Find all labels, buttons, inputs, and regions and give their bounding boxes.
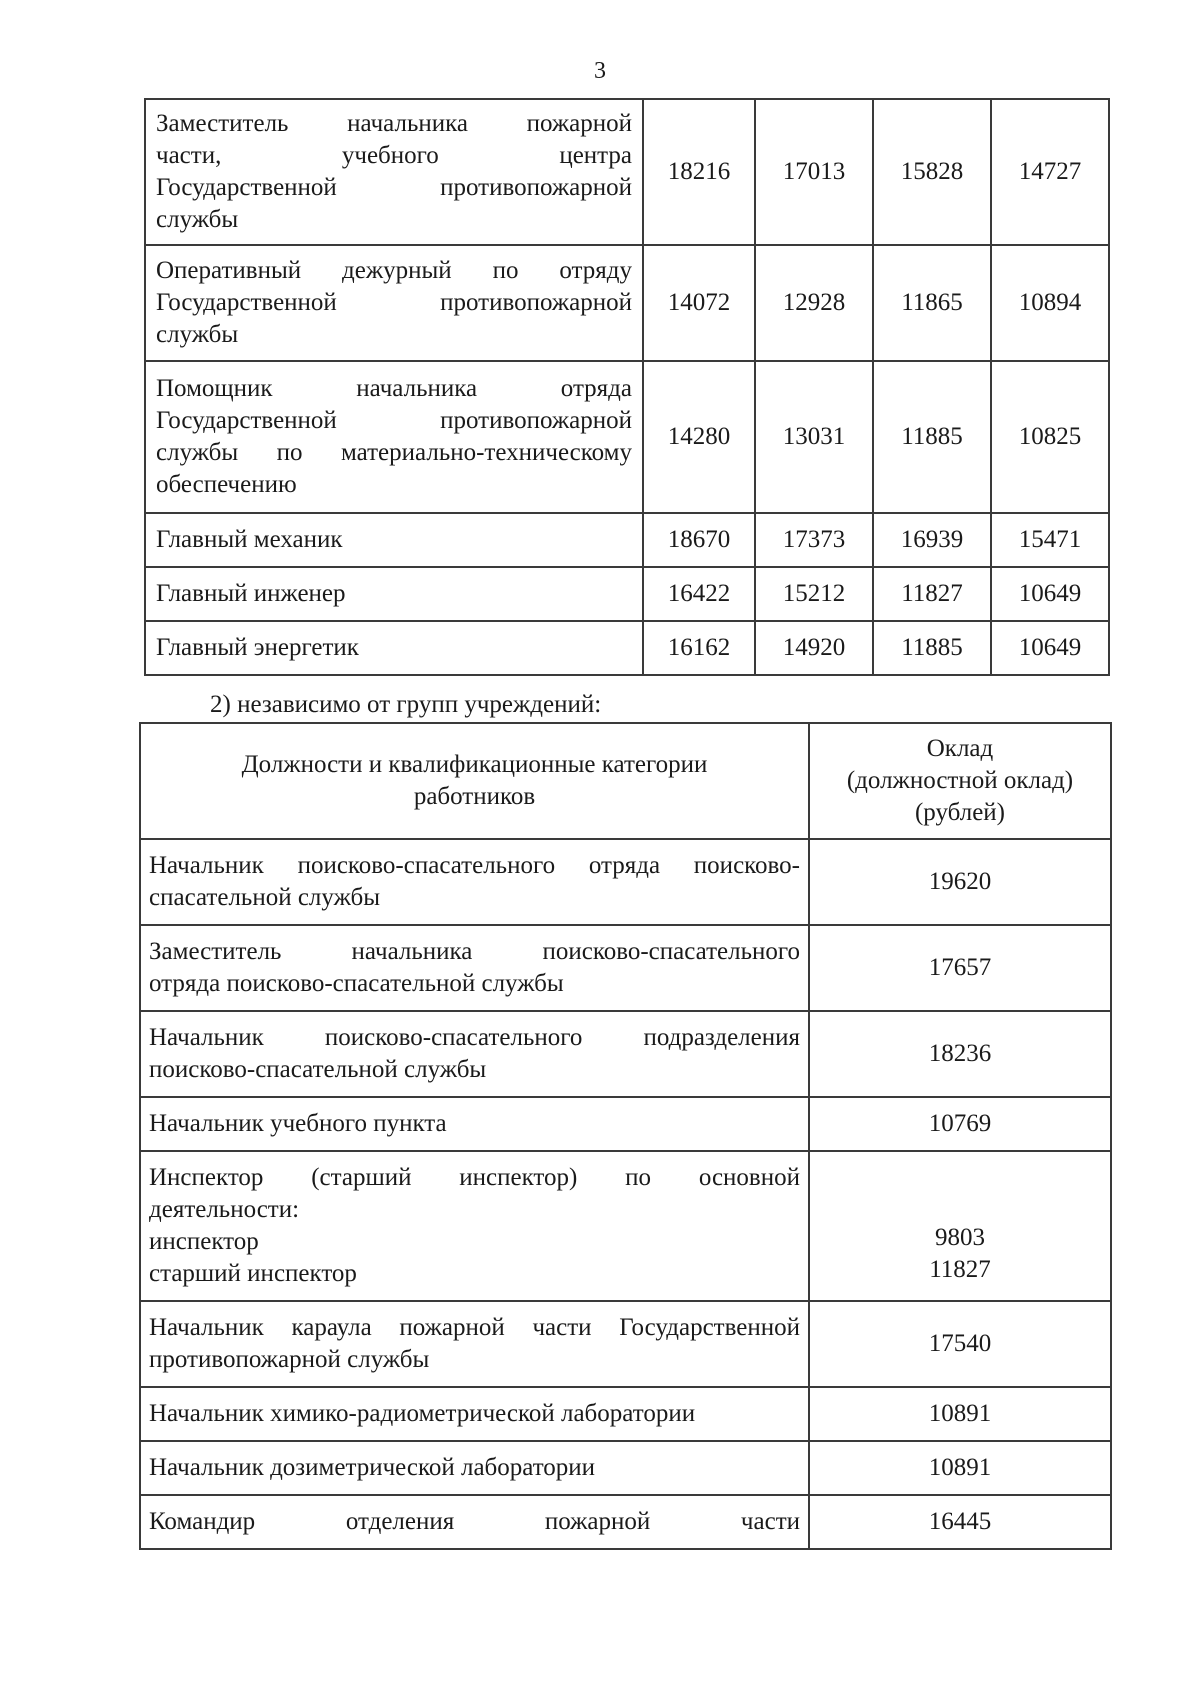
- table-row: [145, 567, 1109, 621]
- salary-value: 13031: [755, 361, 873, 513]
- column-header-positions: [140, 723, 809, 839]
- position-name-line: Начальник поисково-спасательного отряда поисково-: [149, 852, 800, 879]
- position-name-line: деятельности:: [149, 1196, 300, 1223]
- salary-value: 11885: [873, 361, 991, 513]
- table-row: [140, 1301, 1111, 1387]
- position-name-cell: [145, 245, 643, 361]
- salary-value: 12928: [755, 245, 873, 361]
- salary-value: 11827: [929, 1256, 991, 1283]
- salary-value: 11827: [873, 567, 991, 621]
- salary-value: 15212: [755, 567, 873, 621]
- salary-value: 14727: [991, 99, 1109, 245]
- salary-value: 14072: [643, 245, 755, 361]
- salary-value: 19620: [809, 839, 1111, 925]
- header-line: работников: [413, 783, 536, 810]
- position-name-cell: [145, 513, 643, 567]
- page-number: 3: [594, 58, 606, 84]
- salary-value-group: [809, 1151, 1111, 1301]
- position-name-line: Помощник начальника отряда: [156, 375, 632, 402]
- position-name-cell: [140, 1011, 809, 1097]
- salary-value: 16422: [643, 567, 755, 621]
- position-name-line: Заместитель начальника пожарной: [156, 110, 632, 137]
- position-name-cell: [140, 925, 809, 1011]
- position-name-line: Командир отделения пожарной части: [149, 1508, 800, 1535]
- table-header-row: [140, 723, 1111, 839]
- position-name-line: службы: [156, 206, 239, 233]
- position-name-line: Главный энергетик: [156, 634, 359, 661]
- salary-value: 17013: [755, 99, 873, 245]
- position-name-line: спасательной службы: [149, 884, 381, 911]
- position-name-line: службы по материально-техническому: [156, 439, 632, 466]
- position-name-cell: [140, 1441, 809, 1495]
- column-header-salary: [809, 723, 1111, 839]
- salary-table-by-group: [144, 98, 1110, 676]
- header-line: (рублей): [914, 799, 1006, 826]
- position-name-line: службы: [156, 321, 239, 348]
- salary-value: 11865: [873, 245, 991, 361]
- salary-value: 14920: [755, 621, 873, 675]
- position-name-cell: [140, 1301, 809, 1387]
- table-row: [140, 1387, 1111, 1441]
- position-name-cell: [140, 839, 809, 925]
- salary-value: 15828: [873, 99, 991, 245]
- table-row: [140, 1011, 1111, 1097]
- position-name-cell: [145, 99, 643, 245]
- position-name-line: Заместитель начальника поисково-спасательного: [149, 938, 800, 965]
- header-line: Оклад: [926, 735, 994, 762]
- position-name-line: Начальник караула пожарной части Государственной: [149, 1314, 800, 1341]
- salary-value: 9803: [935, 1224, 985, 1251]
- salary-value: 14280: [643, 361, 755, 513]
- position-name-line: Начальник дозиметрической лаборатории: [149, 1454, 596, 1481]
- table-row: [140, 839, 1111, 925]
- section-heading: 2) независимо от групп учреждений:: [210, 691, 602, 718]
- salary-value: 17540: [809, 1301, 1111, 1387]
- position-name-cell: [140, 1387, 809, 1441]
- position-name-line: отряда поисково-спасательной службы: [149, 970, 564, 997]
- table-row: [145, 99, 1109, 245]
- salary-value: 10649: [991, 567, 1109, 621]
- salary-value: 16445: [809, 1495, 1111, 1549]
- salary-value: 11885: [873, 621, 991, 675]
- table-row: [145, 361, 1109, 513]
- position-name-line: Оперативный дежурный по отряду: [156, 257, 632, 284]
- table-row: [145, 245, 1109, 361]
- position-name-line: Начальник поисково-спасательного подразделения: [149, 1024, 800, 1051]
- salary-value: 18670: [643, 513, 755, 567]
- salary-value: 17657: [809, 925, 1111, 1011]
- table-row: [145, 621, 1109, 675]
- position-name-line: Главный механик: [156, 526, 343, 553]
- salary-value: 10649: [991, 621, 1109, 675]
- table-row: [140, 1441, 1111, 1495]
- table-row: [140, 1151, 1111, 1301]
- position-name-cell: [140, 1495, 809, 1549]
- salary-value: 10891: [809, 1387, 1111, 1441]
- position-name-cell: [145, 361, 643, 513]
- sub-position-label: инспектор: [149, 1228, 259, 1255]
- position-name-line: обеспечению: [156, 471, 297, 498]
- position-name-cell: [145, 621, 643, 675]
- salary-value: 10825: [991, 361, 1109, 513]
- salary-value: 10891: [809, 1441, 1111, 1495]
- table-row: [140, 925, 1111, 1011]
- salary-value: 16162: [643, 621, 755, 675]
- table-row: [145, 513, 1109, 567]
- position-name-line: Начальник учебного пункта: [149, 1110, 447, 1137]
- position-name-line: противопожарной службы: [149, 1346, 430, 1373]
- position-name-cell: [140, 1151, 809, 1301]
- table-row: [140, 1097, 1111, 1151]
- position-name-line: Государственной противопожарной: [156, 407, 632, 434]
- position-name-line: Государственной противопожарной: [156, 289, 632, 316]
- salary-value: 18236: [809, 1011, 1111, 1097]
- position-name-line: Главный инженер: [156, 580, 346, 607]
- salary-value: 18216: [643, 99, 755, 245]
- sub-position-label: старший инспектор: [149, 1260, 357, 1287]
- salary-value: 10769: [809, 1097, 1111, 1151]
- salary-value: 17373: [755, 513, 873, 567]
- position-name-cell: [140, 1097, 809, 1151]
- salary-value: 10894: [991, 245, 1109, 361]
- header-line: (должностной оклад): [846, 767, 1074, 794]
- table-row: [140, 1495, 1111, 1549]
- header-line: Должности и квалификационные категории: [241, 751, 708, 778]
- position-name-line: части, учебного центра: [156, 142, 632, 169]
- position-name-line: Начальник химико-радиометрической лаборатории: [149, 1400, 696, 1427]
- position-name-line: Государственной противопожарной: [156, 174, 632, 201]
- position-name-cell: [145, 567, 643, 621]
- salary-value: 15471: [991, 513, 1109, 567]
- salary-value: 16939: [873, 513, 991, 567]
- position-name-line: поисково-спасательной службы: [149, 1056, 487, 1083]
- salary-table-independent: [139, 722, 1112, 1550]
- position-name-line: Инспектор (старший инспектор) по основной: [149, 1164, 800, 1191]
